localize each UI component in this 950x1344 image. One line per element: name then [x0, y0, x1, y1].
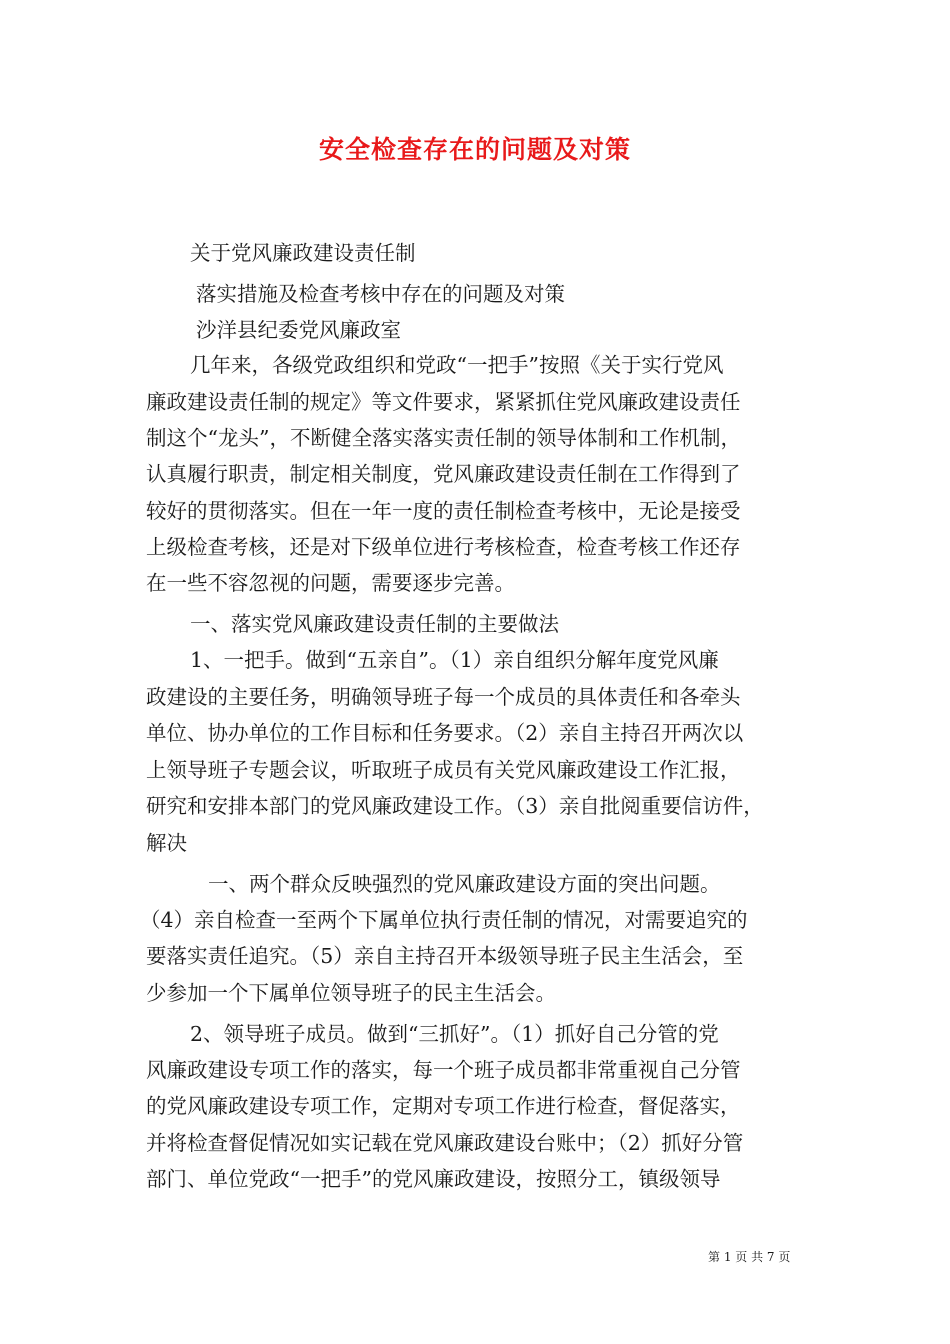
text-line: 单位、协办单位的工作目标和任务要求。（2）亲自主持召开两次以 — [146, 721, 744, 745]
page-number: 第 1 页 共 7 页 — [708, 1250, 791, 1264]
text-line: 政建设的主要任务，明确领导班子每一个成员的具体责任和各牵头 — [146, 685, 741, 709]
text-line: 认真履行职责，制定相关制度，党风廉政建设责任制在工作得到了 — [146, 462, 741, 486]
text-line: 少参加一个下属单位领导班子的民主生活会。 — [146, 981, 556, 1005]
text-line: 沙洋县纪委党风廉政室 — [196, 318, 401, 342]
text-line: 并将检查督促情况如实记载在党风廉政建设台账中；（2）抓好分管 — [146, 1131, 744, 1155]
text-line: 部门、单位党政“一把手”的党风廉政建设，按照分工，镇级领导 — [146, 1167, 721, 1191]
text-line: 一、两个群众反映强烈的党风廉政建设方面的突出问题。 — [208, 872, 721, 896]
text-line: 研究和安排本部门的党风廉政建设工作。（3）亲自批阅重要信访件， — [146, 794, 764, 818]
section-heading: 一、落实党风廉政建设责任制的主要做法 — [190, 612, 559, 636]
text-line: 制这个“龙头”，不断健全落实落实责任制的领导体制和工作机制， — [146, 426, 741, 450]
text-line: 的党风廉政建设专项工作，定期对专项工作进行检查，督促落实， — [146, 1094, 741, 1118]
text-line: 上级检查考核，还是对下级单位进行考核检查，检查考核工作还存 — [146, 535, 741, 559]
text-line: 2、领导班子成员。做到“三抓好”。（1）抓好自己分管的党 — [190, 1022, 719, 1046]
text-line: 风廉政建设专项工作的落实，每一个班子成员都非常重视自己分管 — [146, 1058, 741, 1082]
text-line: 几年来，各级党政组织和党政“一把手”按照《关于实行党风 — [190, 353, 724, 377]
text-line: 较好的贯彻落实。但在一年一度的责任制检查考核中，无论是接受 — [146, 499, 741, 523]
text-line: 在一些不容忽视的问题，需要逐步完善。 — [146, 571, 515, 595]
text-line: 落实措施及检查考核中存在的问题及对策 — [196, 282, 565, 306]
text-line: 上领导班子专题会议，听取班子成员有关党风廉政建设工作汇报， — [146, 758, 741, 782]
text-line: 关于党风廉政建设责任制 — [190, 241, 416, 265]
text-line: 解决 — [146, 831, 187, 855]
text-line: 廉政建设责任制的规定》等文件要求，紧紧抓住党风廉政建设责任 — [146, 390, 741, 414]
text-line: （4）亲自检查一至两个下属单位执行责任制的情况，对需要追究的 — [140, 908, 748, 932]
text-line: 1、一把手。做到“五亲自”。（1）亲自组织分解年度党风廉 — [190, 648, 719, 672]
document-title: 安全检查存在的问题及对策 — [318, 135, 631, 164]
text-line: 要落实责任追究。（5）亲自主持召开本级领导班子民主生活会，至 — [146, 944, 744, 968]
